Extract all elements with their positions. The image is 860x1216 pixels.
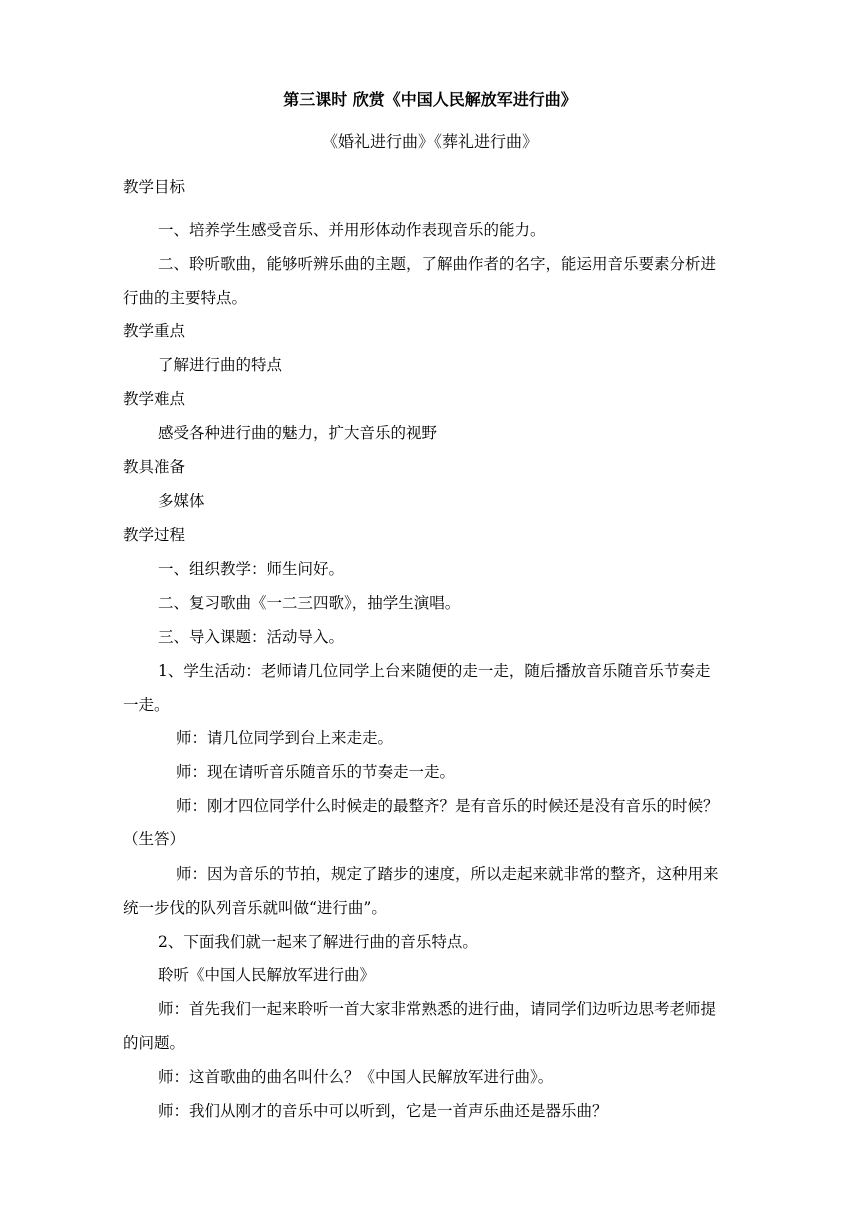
paragraph-line: 一、组织教学：师生问好。 bbox=[158, 560, 345, 578]
paragraph-line: （生答） bbox=[123, 830, 186, 848]
paragraph-line: 师：首先我们一起来聆听一首大家非常熟悉的进行曲，请同学们边听边思考老师提 bbox=[158, 1000, 717, 1018]
section-heading-key-points: 教学重点 bbox=[123, 322, 186, 340]
paragraph-line: 聆听《中国人民解放军进行曲》 bbox=[158, 966, 376, 984]
section-heading-difficulties: 教学难点 bbox=[123, 390, 186, 408]
section-heading-process: 教学过程 bbox=[123, 526, 186, 544]
paragraph-line: 2、下面我们就一起来了解进行曲的音乐特点。 bbox=[158, 933, 478, 951]
paragraph-line: 一走。 bbox=[123, 696, 170, 714]
paragraph-line: 1、学生活动：老师请几位同学上台来随便的走一走，随后播放音乐随音乐节奏走 bbox=[158, 662, 711, 680]
paragraph-line: 二、复习歌曲《一二三四歌》，抽学生演唱。 bbox=[158, 594, 461, 612]
paragraph-line: 师：请几位同学到台上来走走。 bbox=[176, 729, 394, 747]
paragraph-line: 三、导入课题：活动导入。 bbox=[158, 628, 345, 646]
paragraph-line: 的问题。 bbox=[123, 1034, 186, 1052]
paragraph-line: 师：现在请听音乐随音乐的节奏走一走。 bbox=[176, 763, 456, 781]
paragraph-line: 了解进行曲的特点 bbox=[158, 356, 283, 374]
paragraph-line: 师：因为音乐的节拍，规定了踏步的速度，所以走起来就非常的整齐，这种用来 bbox=[176, 865, 719, 883]
paragraph-line: 感受各种进行曲的魅力，扩大音乐的视野 bbox=[158, 424, 438, 442]
paragraph-line: 一、培养学生感受音乐、并用形体动作表现音乐的能力。 bbox=[158, 221, 546, 239]
document-title: 第三课时 欣赏《中国人民解放军进行曲》 bbox=[283, 90, 577, 109]
paragraph-line: 师：这首歌曲的曲名叫什么？《中国人民解放军进行曲》。 bbox=[158, 1068, 554, 1086]
paragraph-line: 师：我们从刚才的音乐中可以听到，它是一首声乐曲还是器乐曲？ bbox=[158, 1102, 608, 1120]
paragraph-line: 二、聆听歌曲，能够听辨乐曲的主题，了解曲作者的名字，能运用音乐要素分析进 bbox=[158, 255, 717, 273]
paragraph-line: 统一步伐的队列音乐就叫做“进行曲”。 bbox=[123, 899, 387, 917]
section-heading-materials: 教具准备 bbox=[123, 458, 186, 476]
paragraph-line: 行曲的主要特点。 bbox=[123, 289, 248, 307]
section-heading-objectives: 教学目标 bbox=[123, 178, 186, 196]
document-subtitle: 《婚礼进行曲》《葬礼进行曲》 bbox=[321, 132, 538, 151]
paragraph-line: 多媒体 bbox=[158, 492, 205, 510]
paragraph-line: 师：刚才四位同学什么时候走的最整齐？是有音乐的时候还是没有音乐的时候？ bbox=[176, 797, 719, 815]
